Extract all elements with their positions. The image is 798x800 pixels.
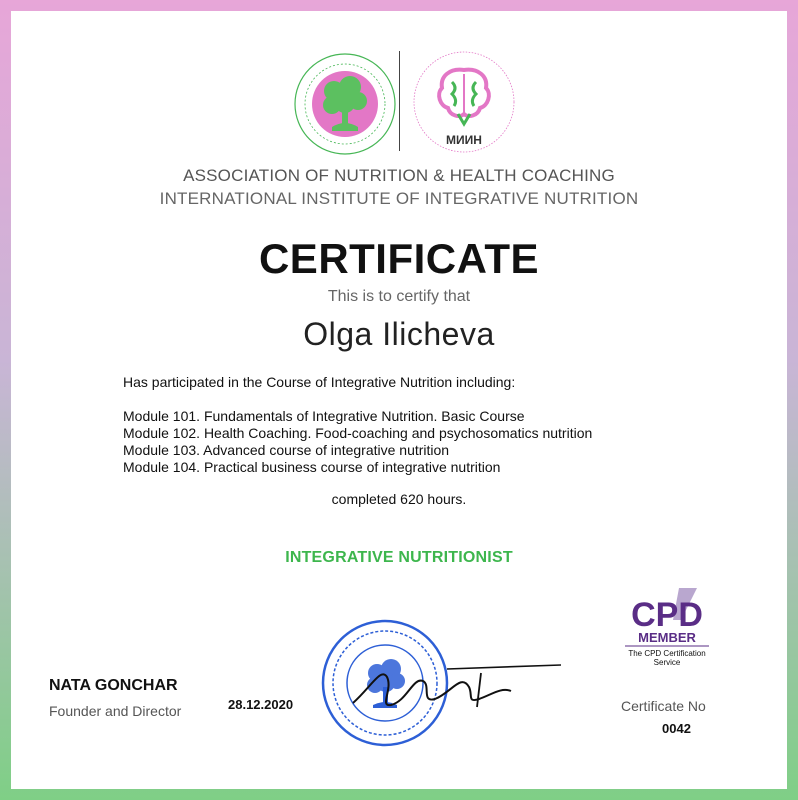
signature-icon bbox=[351, 647, 561, 717]
signer-name: NATA GONCHAR bbox=[49, 677, 178, 694]
certificate-page bbox=[11, 11, 787, 789]
institute-logo-icon bbox=[410, 48, 518, 156]
cpd-service-text: The CPD Certification bbox=[628, 649, 706, 658]
logo-divider bbox=[399, 51, 400, 151]
certificate-number-label: Certificate No bbox=[621, 698, 706, 714]
module-item: Module 103. Advanced course of integrative nutrition bbox=[123, 442, 450, 458]
qualification-title: INTEGRATIVE NUTRITIONIST bbox=[285, 549, 513, 566]
cpd-member-badge-icon bbox=[617, 586, 727, 676]
certificate-title: CERTIFICATE bbox=[258, 235, 540, 282]
module-list bbox=[123, 408, 723, 476]
cpd-member-text: MEMBER bbox=[638, 630, 696, 645]
issue-date: 28.12.2020 bbox=[228, 697, 294, 712]
certificate-number: 0042 bbox=[662, 721, 691, 736]
institute-logo-text: МИИН bbox=[446, 133, 482, 147]
module-item: Module 102. Health Coaching. Food-coaching and psychosomatics nutrition bbox=[123, 425, 593, 441]
completed-hours: completed 620 hours. bbox=[331, 491, 467, 507]
signer-role: Founder and Director bbox=[49, 703, 182, 719]
cpd-text: CPD bbox=[631, 596, 703, 634]
certify-line: This is to certify that bbox=[327, 288, 471, 305]
cpd-service-text-2: Service bbox=[653, 658, 681, 667]
institute-name: INTERNATIONAL INSTITUTE OF INTEGRATIVE NUTRITION bbox=[159, 189, 639, 208]
recipient-name: Olga Ilicheva bbox=[303, 316, 495, 352]
participation-text: Has participated in the Course of Integrative Nutrition including: bbox=[123, 374, 516, 390]
association-name: ASSOCIATION OF NUTRITION & HEALTH COACHING bbox=[183, 166, 615, 185]
module-item: Module 101. Fundamentals of Integrative Nutrition. Basic Course bbox=[123, 408, 525, 424]
association-logo-icon bbox=[292, 51, 398, 157]
module-item: Module 104. Practical business course of integrative nutrition bbox=[123, 459, 501, 475]
